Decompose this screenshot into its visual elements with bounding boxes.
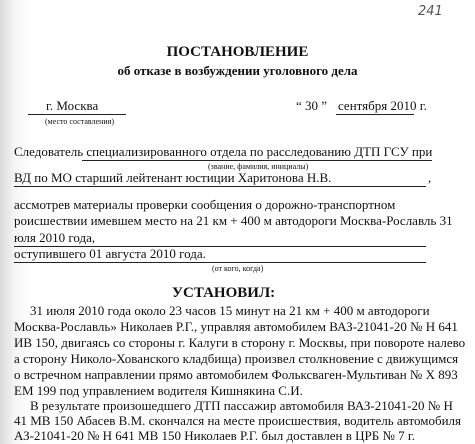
established-line-1: 31 июля 2010 года около 23 часов 15 минут на 21 км + 400 м автодороги	[30, 303, 430, 318]
date-month-year: сентября 2010 г.	[338, 98, 427, 113]
established-line-2: Москва-Рославль» Николаев Р.Г., управляя автомобилем ВАЗ-21041-20 № Н 641	[14, 319, 458, 334]
established-line-7: В результате произошедшего ДТП пассажир автомобиля ВАЗ-21041-20 № Н	[30, 398, 453, 413]
established-line-3: ИВ 150, двигаясь со стороны г. Калуги в сторону г. Москвы, при повороте налево	[14, 335, 466, 350]
established-heading: УСТАНОВИЛ:	[172, 285, 276, 301]
established-line-8: 41 МВ 150 Абасев В.М. скончался на месте происшествия, водитель автомобиля	[14, 413, 462, 428]
date-day: “ 30 ”	[296, 98, 328, 113]
place-caption: (место составления)	[45, 117, 114, 126]
established-line-6: ЕМ 199 под управлением водителя Кишнякина С.И.	[14, 383, 303, 398]
review-caption: (от кого, когда)	[212, 264, 264, 273]
established-line-4: а сторону Николо-Хованского кладбища) произвел столкновение с движущимся	[14, 351, 459, 366]
review-line-2: роисшествии имевшем место на 21 км + 400 м автодороги Москва-Рославль 31	[14, 213, 453, 228]
investigator-comma: ,	[428, 170, 432, 185]
established-line-9: АЗ-21041-20 № Н 641 МВ 150 Николаев Р.Г. был доставлен в ЦРБ № 7 г.	[14, 428, 415, 443]
handwritten-page-number: 241	[418, 4, 443, 19]
review-line-1: ассмотрев материалы проверки сообщения о дорожно-транспортном	[14, 197, 396, 212]
review-line-4: оступившего 01 августа 2010 года.	[14, 246, 206, 261]
investigator-line-2: ВД по МО старший лейтенант юстиции Харитонова Н.В.	[14, 170, 332, 185]
established-line-5: о встречном направлении прямо автомобилем Фольксваген-Мультиван № Х 893	[14, 367, 458, 382]
investigator-line-1: Следователь специализированного отдела по расследованию ДТП ГСУ при	[14, 144, 433, 159]
investigator-underline-1	[82, 160, 432, 161]
document-subtitle: об отказе в возбуждении уголовного дела	[117, 63, 358, 78]
city-underline	[28, 114, 126, 115]
investigator-caption: (звание, фамилия, инициалы)	[208, 162, 309, 171]
investigator-underline-2	[14, 186, 426, 187]
month-underline	[336, 114, 414, 115]
review-line-3: юля 2010 года,	[14, 230, 96, 245]
review-underline-2	[14, 262, 426, 263]
document-title: ПОСТАНОВЛЕНИЕ	[166, 44, 309, 60]
city: г. Москва	[46, 98, 99, 113]
